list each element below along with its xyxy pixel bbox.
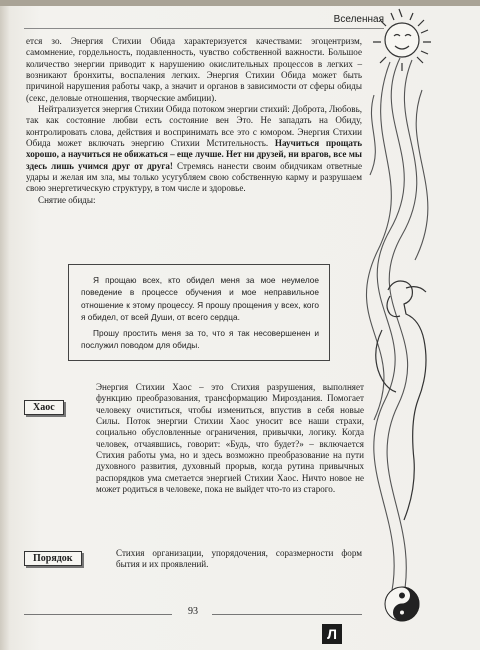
header-rule	[24, 28, 384, 29]
paragraph-2	[26, 104, 362, 195]
paragraph-1: ется зо. Энергия Стихии Обида характеризуется качествами: эгоцентризм, самомнение, гордельность, подавленность, чувство собственной важности. Большое количество энергии приводит к нарушению окислительных процессов в легких – возникают бронхиты, воспаления легких. Энергия Стихии Обида может быть причиной нарушения работы чакр, а значит и органов в зависимости от сферы обиды (секс, деловые отношения, творческие амбиции).	[26, 36, 362, 103]
margin-illustration	[360, 0, 480, 650]
section-label-order: Порядок	[24, 551, 82, 566]
paragraph-2-start: Нейтрализуется энергия Стихии Обида потоком энергии стихий: Доброта, Любовь, так как состояние любви есть состояние вен Это. Не западать на Обиду, контролировать слова, действия и воспринимать все это с юмором. Энергия Стихии Обида может включать энергию Стихии Мстительность.	[26, 104, 362, 149]
sun-face-icon	[373, 9, 431, 71]
woman-figure	[376, 281, 426, 520]
page-number: 93	[188, 606, 198, 617]
footer-rule-left	[24, 614, 172, 615]
yin-yang-icon	[385, 587, 419, 621]
running-title: Вселенная	[333, 14, 384, 25]
publisher-logo-letter: Л	[327, 626, 337, 642]
body-text	[26, 36, 362, 206]
order-paragraph: Стихия организации, упорядочения, соразмерности форм бытия и их проявлений.	[116, 548, 362, 570]
forgiveness-box	[68, 264, 330, 361]
quote-paragraph-2: Прошу простить меня за то, что я так несовершенен и послужил поводом для обиды.	[81, 328, 319, 351]
section-label-chaos: Хаос	[24, 400, 64, 415]
order-section-text	[116, 548, 362, 571]
chaos-paragraph: Энергия Стихии Хаос – это Стихия разрушения, выполняет функцию преобразования, трансформацию Мироздания. Помогает человеку очиститься, чтобы измениться, впустив в себя новые Силы. Поток энергии Стихии Хаос уносит все наши страхи, социально обусловленные ограничения, привычки, логику. Когда человек, отчаявшись, говорит: «Будь, что будет?» – включается Стихия работы ума, но и здесь возможно преобразование на пути духовного развития, духовный прорыв, когда рутина привычных распорядков ума сметается энергией Стихии Хаос. Ничто новое не может родиться в человеке, пока не выйдет что-то из старого.	[96, 382, 364, 495]
publisher-logo	[322, 624, 342, 644]
paragraph-2-bold: Научиться прощать хорошо, а научиться не обижаться – еще лучше. Нет ни друзей, ни врагов, все мы здесь лишь учимся друг от друга!	[26, 138, 362, 171]
paragraph-3: Снятие обиды:	[38, 194, 96, 205]
paragraph-2-end: Стремясь нанести своим обидчикам ответные удары и желая им зла, мы только усугубляем свою собственную карму и разрушаем свою энергетическую структуру, в том числе и здоровье.	[26, 160, 362, 194]
wavy-lines	[366, 58, 427, 605]
footer-rule-right	[212, 614, 362, 615]
chaos-section-text	[96, 382, 364, 495]
quote-paragraph-1: Я прощаю всех, кто обидел меня за мое неумелое поведение в процессе обучения и мое неправильное отношение к этому процессу. Я прошу прощения у всех, кого я обидел, от всей Души, от всего сердца.	[81, 275, 319, 322]
